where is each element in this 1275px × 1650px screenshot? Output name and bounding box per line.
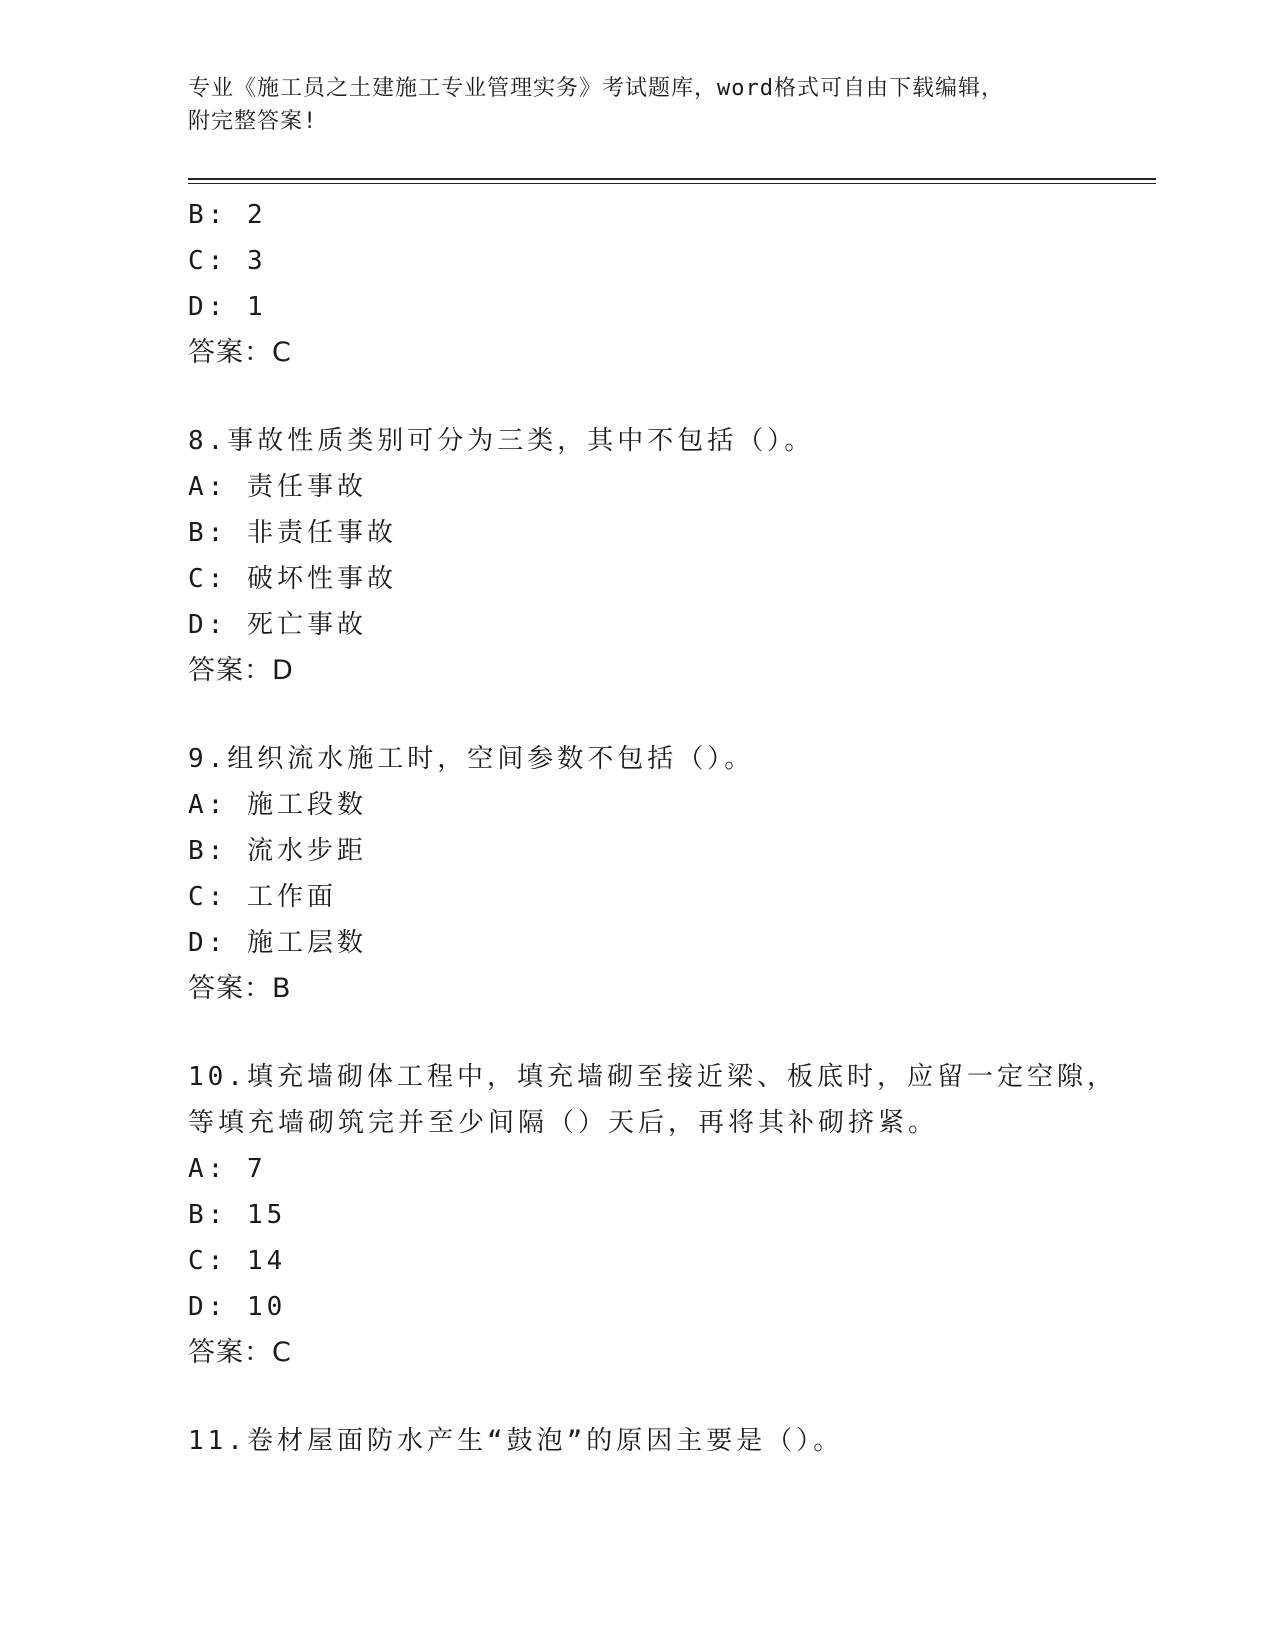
spacer <box>188 376 1088 418</box>
option-a: A: 施工段数 <box>188 790 367 820</box>
option-d: D: 施工层数 <box>188 928 367 958</box>
option-c: C: 工作面 <box>188 882 337 912</box>
option-d: D: 10 <box>188 1292 287 1322</box>
question-text-line-1: 10.填充墙砌体工程中，填充墙砌至接近梁、板底时，应留一定空隙， <box>188 1062 1117 1092</box>
header-line-1: 专业《施工员之土建施工专业管理实务》考试题库，word格式可自由下载编辑， <box>188 76 1004 101</box>
option-d: D: 1 <box>188 292 267 322</box>
question-9-block <box>188 736 1088 1012</box>
option-b: B: 2 <box>188 200 267 230</box>
answer-line: 答案：B <box>188 973 292 1004</box>
answer-line: 答案：C <box>188 337 292 368</box>
header-line-2: 附完整答案! <box>188 109 318 134</box>
option-a: A: 责任事故 <box>188 472 367 502</box>
question-text: 11.卷材屋面防水产生“鼓泡”的原因主要是（）。 <box>188 1426 844 1456</box>
option-b: B: 非责任事故 <box>188 518 397 548</box>
option-b: B: 15 <box>188 1200 287 1230</box>
option-c: C: 14 <box>188 1246 287 1276</box>
option-d: D: 死亡事故 <box>188 610 367 640</box>
question-content <box>188 192 1117 1464</box>
question-text: 8.事故性质类别可分为三类，其中不包括（）。 <box>188 426 815 456</box>
header-divider-thin <box>188 183 1156 184</box>
spacer <box>188 1376 1088 1418</box>
header-divider-thick <box>188 178 1156 180</box>
question-10-block <box>188 1054 1117 1376</box>
document-header <box>188 72 1068 138</box>
spacer <box>188 694 1088 736</box>
question-8-block <box>188 418 1088 694</box>
option-c: C: 破坏性事故 <box>188 564 397 594</box>
answer-line: 答案：C <box>188 1337 292 1368</box>
question-text-line-2: 等填充墙砌筑完并至少间隔（）天后，再将其补砌挤紧。 <box>188 1108 939 1138</box>
question-11-block <box>188 1418 1088 1464</box>
spacer <box>188 1012 1088 1054</box>
question-7-block <box>188 192 1088 376</box>
option-a: A: 7 <box>188 1154 267 1184</box>
answer-line: 答案：D <box>188 655 294 686</box>
option-c: C: 3 <box>188 246 267 276</box>
question-text: 9.组织流水施工时，空间参数不包括（）。 <box>188 744 755 774</box>
option-b: B: 流水步距 <box>188 836 367 866</box>
